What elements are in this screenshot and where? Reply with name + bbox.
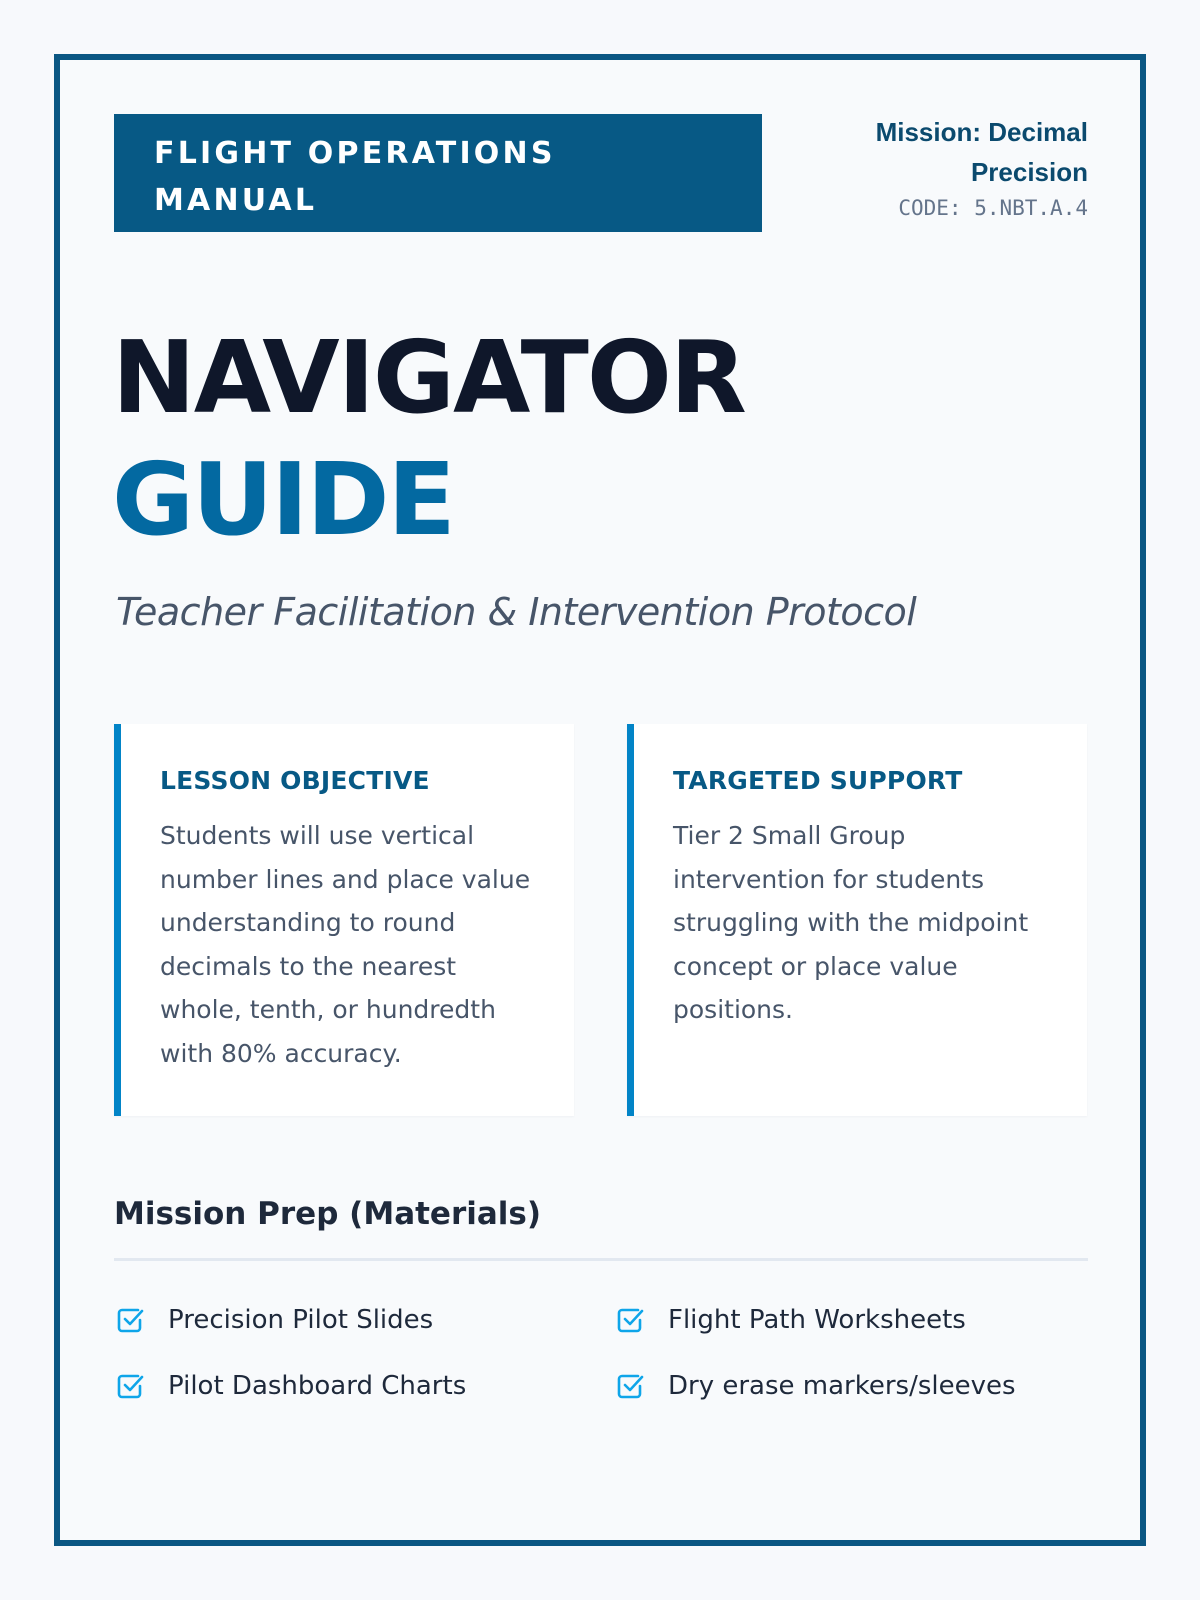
card-body: Students will use vertical number lines and place value understanding to round decimals to the nearest whole, tenth, or hundredth with 80% accuracy. — [160, 821, 531, 1068]
material-label: Pilot Dashboard Charts — [168, 1371, 467, 1401]
material-label: Flight Path Worksheets — [668, 1305, 966, 1335]
card-heading: TARGETED SUPPORT — [673, 766, 963, 795]
material-label: Precision Pilot Slides — [168, 1305, 434, 1335]
list-item — [114, 1362, 614, 1410]
page-title-line-1: NAVIGATOR — [112, 319, 745, 436]
targeted-support-card — [627, 724, 1087, 1116]
manual-banner — [114, 114, 762, 232]
materials-list — [114, 1296, 1088, 1410]
card-body: Tier 2 Small Group intervention for students struggling with the midpoint concept or place value positions. — [673, 821, 1029, 1024]
banner-line-1: FLIGHT OPERATIONS — [154, 136, 556, 171]
list-item — [614, 1296, 1088, 1344]
card-heading: LESSON OBJECTIVE — [160, 766, 430, 795]
checkbox-checked-icon — [114, 1304, 146, 1336]
checkbox-checked-icon — [614, 1304, 646, 1336]
standard-code: CODE: 5.NBT.A.4 — [898, 196, 1088, 220]
lesson-objective-card — [114, 724, 574, 1116]
banner-line-2: MANUAL — [154, 183, 318, 218]
materials-divider — [114, 1258, 1088, 1261]
page-title-line-2: GUIDE — [112, 441, 454, 558]
material-label: Dry erase markers/sleeves — [668, 1371, 1016, 1401]
checkbox-checked-icon — [614, 1370, 646, 1402]
list-item — [114, 1296, 614, 1344]
mission-title-line-2: Precision — [970, 157, 1088, 187]
page-subtitle: Teacher Facilitation & Intervention Protocol — [116, 590, 917, 634]
list-item — [614, 1362, 1088, 1410]
mission-title-line-1: Mission: Decimal — [875, 117, 1088, 147]
mission-info — [768, 112, 1088, 224]
materials-heading: Mission Prep (Materials) — [114, 1196, 542, 1232]
checkbox-checked-icon — [114, 1370, 146, 1402]
